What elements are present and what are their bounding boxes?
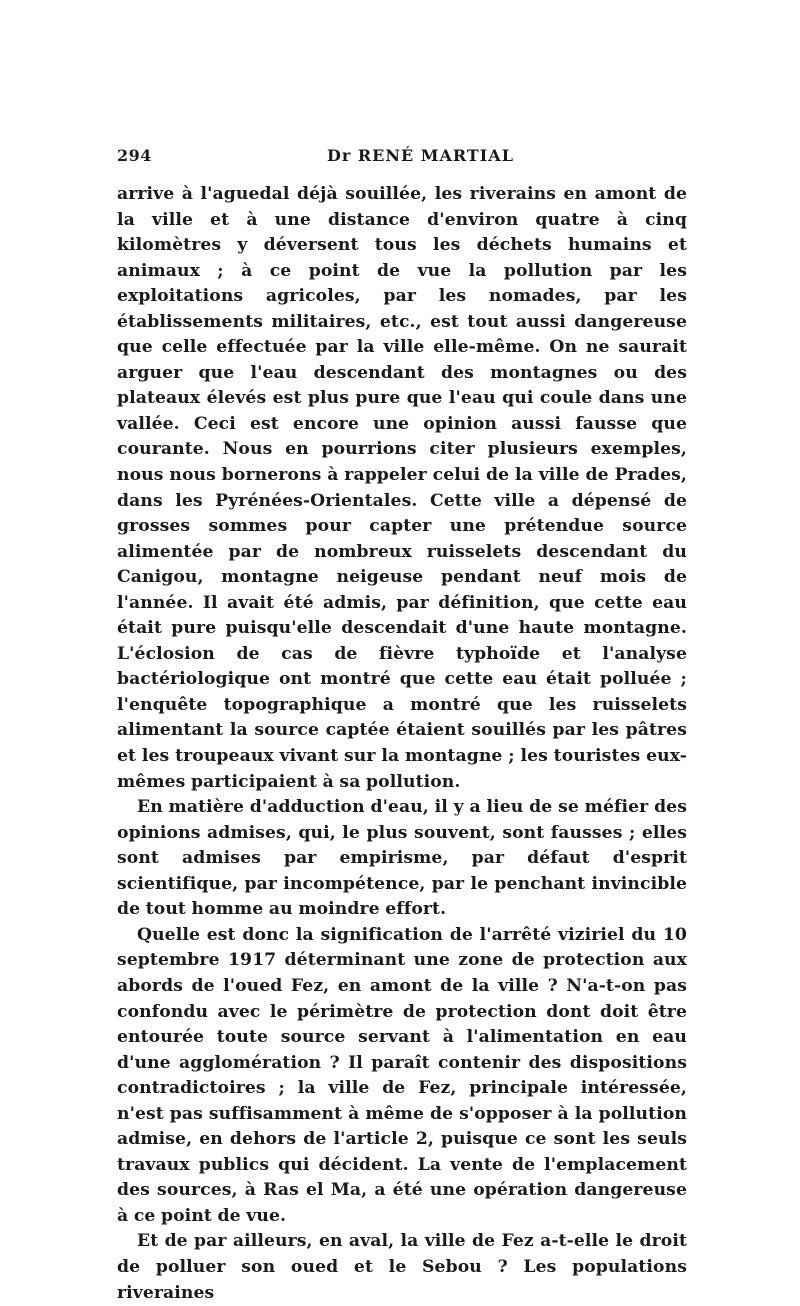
page-number: 294 — [117, 146, 152, 165]
running-head-author: Dr RENÉ MARTIAL — [327, 146, 514, 165]
paragraph: En matière d'adduction d'eau, il y a lieu de se méfier des opinions admises, qui, le plus souvent, sont fausses ; elles sont admises par empirisme, par défaut d'esprit scientifique, par incompétence, par le penchant invincible de tout homme au moindre effort. — [117, 797, 687, 920]
paragraph: Et de par ailleurs, en aval, la ville de Fez a-t-elle le droit de polluer son oued et le Sebou ? Les populations riveraines — [117, 1231, 687, 1303]
paragraph: arrive à l'aguedal déjà souillée, les riverains en amont de la ville et à une distance d'environ quatre à cinq kilomètres y déversent tous les déchets humains et animaux ; à ce point de vue la pollution par les exploitations agricoles, par les nomades, par les établissements militaires, etc., est tout aussi dangereuse que celle effectuée par la ville elle-même. On ne saurait arguer que l'eau descendant des montagnes ou des plateaux élevés est plus pure que l'eau qui coule dans une vallée. Ceci est encore une opinion aussi fausse que courante. Nous en pourrions citer plusieurs exemples, nous nous bornerons à rappeler celui de la ville de Prades, dans les Pyrénées-Orientales. Cette ville a dépensé de grosses sommes pour capter une prétendue source alimentée par de nombreux ruisselets descendant du Canigou, montagne neigeuse pendant neuf mois de l'année. Il avait été admis, par définition, que cette eau était pure puisqu'elle descendait d'une haute montagne. L'éclosion de cas de fièvre typhoïde et l'analyse bactériologique ont montré que cette eau était polluée ; l'enquête topographique a montré que les ruisselets alimentant la source captée étaient souillés par les pâtres et les troupeaux vivant sur la montagne ; les touristes eux-mêmes participaient à sa pollution. — [117, 184, 687, 792]
body-text — [117, 182, 687, 1306]
running-head — [117, 146, 687, 170]
paragraph: Quelle est donc la signification de l'arrêté viziriel du 10 septembre 1917 déterminant une zone de protection aux abords de l'oued Fez, en amont de la ville ? N'a-t-on pas confondu avec le périmètre de protection dont doit être entourée toute source servant à l'alimentation en eau d'une agglomération ? Il paraît contenir des dispositions contradictoires ; la ville de Fez, principale intéressée, n'est pas suffisamment à même de s'opposer à la pollution admise, en dehors de l'article 2, puisque ce sont les seuls travaux publics qui décident. La vente de l'emplacement des sources, à Ras el Ma, a été une opération dangereuse à ce point de vue. — [117, 924, 687, 1226]
